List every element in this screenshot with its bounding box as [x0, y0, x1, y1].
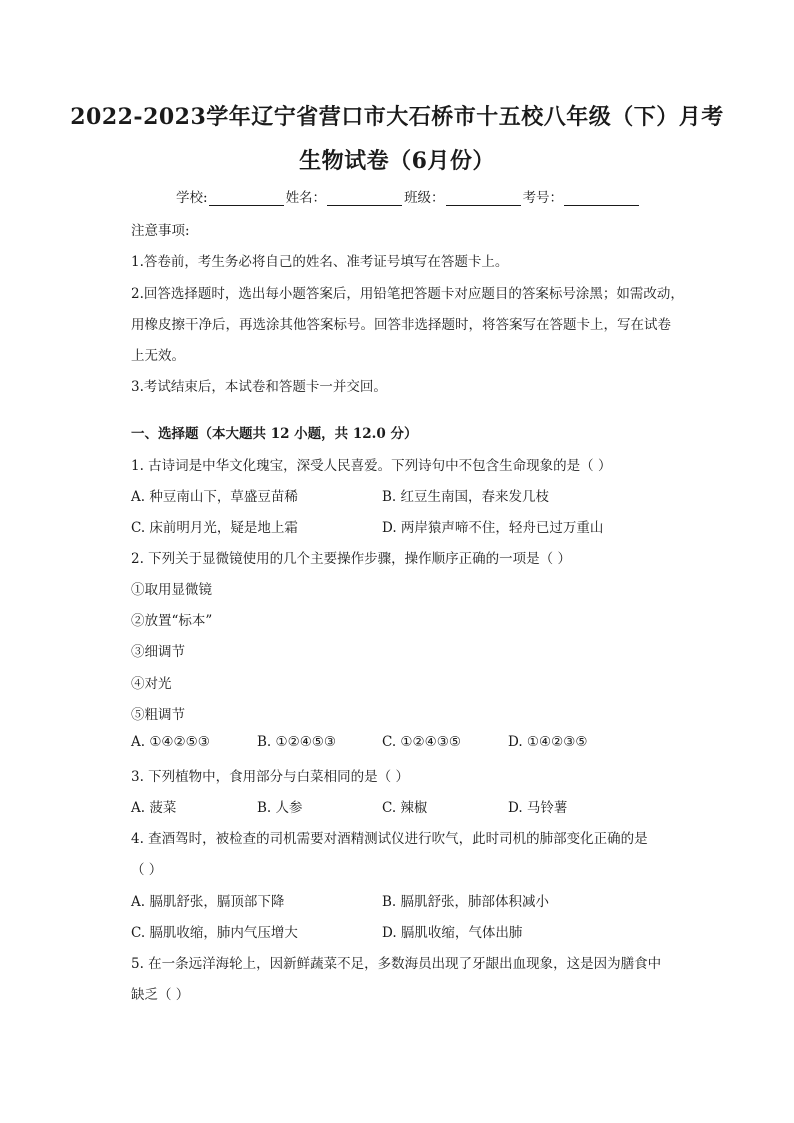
question-3-option-a[interactable]: A. 菠菜	[131, 800, 177, 816]
exam-title-line2: 生物试卷（6月份）	[299, 148, 495, 174]
exam-title-line1: 2022-2023学年辽宁省营口市大石桥市十五校八年级（下）月考	[70, 104, 724, 130]
school-label: 学校:	[176, 190, 208, 206]
question-1-option-c[interactable]: C. 床前明月光，疑是地上霜	[131, 520, 298, 536]
question-2-option-c[interactable]: C. ①②④③⑤	[382, 734, 461, 750]
question-5-stem: 5. 在一条远洋海轮上，因新鲜蔬菜不足，多数海员出现了牙龈出血现象，这是因为膳食中	[131, 956, 662, 972]
question-4-option-d[interactable]: D. 膈肌收缩，气体出肺	[382, 925, 523, 941]
question-3-option-c[interactable]: C. 辣椒	[382, 800, 428, 816]
note-2-line3: 上无效。	[131, 348, 185, 364]
question-4-stem-cont: （ ）	[131, 862, 163, 878]
note-2-line2: 用橡皮擦干净后，再选涂其他答案标号。回答非选择题时，将答案写在答题卡上，写在试卷	[131, 317, 671, 333]
notes-heading: 注意事项:	[131, 223, 190, 239]
school-blank[interactable]	[209, 191, 284, 206]
question-2-step-5: ⑤粗调节	[131, 707, 185, 723]
question-2-step-2: ②放置“标本”	[131, 613, 213, 629]
exam-number-label: 考号：	[522, 190, 564, 206]
class-label: 班级：	[404, 190, 445, 206]
section-heading: 一、选择题（本大题共 12 小题，共 12.0 分）	[131, 426, 418, 442]
name-label: 姓名：	[285, 190, 327, 206]
student-info-row	[176, 186, 641, 206]
exam-number-blank[interactable]	[564, 191, 639, 206]
question-2-option-a[interactable]: A. ①④②⑤③	[131, 734, 210, 750]
question-2-option-b[interactable]: B. ①②④⑤③	[257, 734, 337, 750]
question-1-option-d[interactable]: D. 两岸猿声啼不住，轻舟已过万重山	[382, 520, 604, 536]
question-1-option-a[interactable]: A. 种豆南山下，草盛豆苗稀	[131, 489, 298, 505]
question-4-option-b[interactable]: B. 膈肌舒张，肺部体积减小	[382, 894, 550, 910]
note-1: 1.答卷前，考生务必将自己的姓名、准考证号填写在答题卡上。	[131, 254, 509, 270]
class-blank[interactable]	[446, 191, 521, 206]
question-4-option-c[interactable]: C. 膈肌收缩，肺内气压增大	[131, 925, 298, 941]
question-5-stem-cont: 缺乏（ ）	[131, 987, 190, 1003]
question-2-step-4: ④对光	[131, 676, 172, 692]
name-blank[interactable]	[327, 191, 402, 206]
question-2-step-1: ①取用显微镜	[131, 582, 212, 598]
question-3-option-b[interactable]: B. 人参	[257, 800, 303, 816]
question-1-option-b[interactable]: B. 红豆生南国，春来发几枝	[382, 489, 550, 505]
question-2-option-d[interactable]: D. ①④②③⑤	[508, 734, 588, 750]
question-3-stem: 3. 下列植物中，食用部分与白菜相同的是（ ）	[131, 769, 409, 785]
question-2-stem: 2. 下列关于显微镜使用的几个主要操作步骤，操作顺序正确的一项是（ ）	[131, 551, 571, 567]
question-1-stem: 1. 古诗词是中华文化瑰宝，深受人民喜爱。下列诗句中不包含生命现象的是（ ）	[131, 458, 612, 474]
note-3: 3.考试结束后，本试卷和答题卡一并交回。	[131, 379, 387, 395]
question-4-stem: 4. 查酒驾时，被检查的司机需要对酒精测试仪进行吹气，此时司机的肺部变化正确的是	[131, 831, 648, 847]
question-3-option-d[interactable]: D. 马铃薯	[508, 800, 568, 816]
note-2-line1: 2.回答选择题时，选出每小题答案后，用铅笔把答题卡对应题目的答案标号涂黑；如需改动，	[131, 286, 684, 302]
question-4-option-a[interactable]: A. 膈肌舒张，膈顶部下降	[131, 894, 285, 910]
question-2-step-3: ③细调节	[131, 644, 185, 660]
